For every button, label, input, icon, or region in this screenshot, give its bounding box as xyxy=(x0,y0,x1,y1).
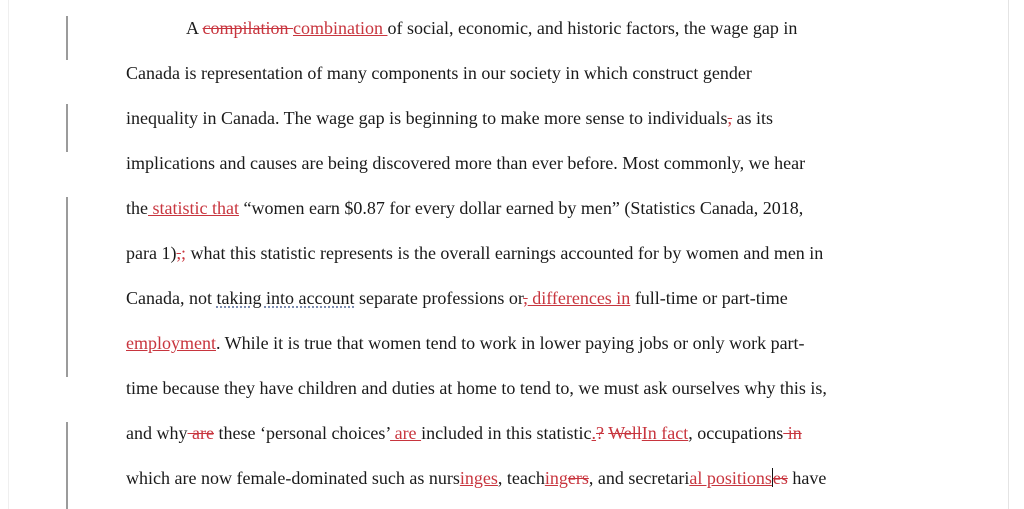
tracked-insertion: ; xyxy=(180,243,186,263)
tracked-deletion: es xyxy=(772,468,788,488)
text-run: separate professions or xyxy=(354,288,524,308)
page-right-edge xyxy=(1008,0,1009,509)
text-run: “women earn $0.87 for every dollar earned by men” (Statistics Canada, 2018, xyxy=(238,198,804,218)
tracked-deletion: in xyxy=(783,423,802,443)
tracked-deletion: ers xyxy=(567,468,589,488)
tracked-insertion: employment xyxy=(126,333,216,353)
paragraph-line[interactable] xyxy=(126,103,773,133)
change-bar xyxy=(66,16,68,60)
text-run: implications and causes are being discovered more than ever before. Most commonly, we hear xyxy=(126,153,806,173)
tracked-deletion: , xyxy=(523,288,528,308)
text-run: the xyxy=(126,198,148,218)
text-run: these ‘personal choices’ xyxy=(213,423,391,443)
tracked-insertion: ing xyxy=(544,468,568,488)
paragraph-line[interactable] xyxy=(126,418,802,448)
text-run: , occupations xyxy=(688,423,784,443)
tracked-insertion: statistic that xyxy=(148,198,239,218)
text-run: included in this statistic xyxy=(421,423,592,443)
page-left-edge xyxy=(8,0,9,509)
text-run: have xyxy=(787,468,827,488)
paragraph-line[interactable] xyxy=(126,193,803,223)
tracked-deletion: are xyxy=(187,423,214,443)
text-run: para 1) xyxy=(126,243,177,263)
text-run: Canada is representation of many components in our society in which construct gender xyxy=(126,63,752,83)
text-run: . While it is true that women tend to work in lower paying jobs or only work part- xyxy=(215,333,805,353)
change-bar xyxy=(66,197,68,377)
grammar-flagged-text: taking into account xyxy=(216,288,355,308)
tracked-deletion: compilation xyxy=(202,18,293,38)
text-run: as its xyxy=(732,108,774,128)
paragraph-line[interactable] xyxy=(126,238,823,268)
tracked-insertion: al positions xyxy=(689,468,772,488)
text-run: A xyxy=(186,18,203,38)
tracked-insertion: combination xyxy=(293,18,388,38)
text-run: time because they have children and duties at home to tend to, we must ask ourselves why this is, xyxy=(126,378,827,398)
text-run: Canada, not xyxy=(126,288,217,308)
paragraph-line[interactable] xyxy=(126,463,826,493)
paragraph-line[interactable] xyxy=(126,58,752,88)
text-run: and why xyxy=(126,423,188,443)
paragraph-line[interactable] xyxy=(126,148,805,178)
text-run: , and secretari xyxy=(588,468,690,488)
change-bar xyxy=(66,104,68,152)
text-run: full-time or part-time xyxy=(630,288,788,308)
text-run: which are now female-dominated such as nurs xyxy=(126,468,460,488)
tracked-deletion: , xyxy=(727,108,733,128)
tracked-insertion: are xyxy=(390,423,422,443)
tracked-insertion: differences in xyxy=(527,288,631,308)
tracked-insertion: . xyxy=(591,423,597,443)
tracked-insertion: In fact xyxy=(641,423,689,443)
paragraph-line[interactable] xyxy=(126,283,788,313)
paragraph-line[interactable] xyxy=(126,373,827,403)
text-run: of social, economic, and historic factors, the wage gap in xyxy=(387,18,798,38)
paragraph-line[interactable] xyxy=(186,13,797,43)
tracked-deletion: Well xyxy=(608,423,642,443)
change-bar xyxy=(66,422,68,509)
tracked-insertion: inges xyxy=(459,468,498,488)
paragraph-line[interactable] xyxy=(126,328,805,358)
text-run: what this statistic represents is the overall earnings accounted for by women and men in xyxy=(185,243,824,263)
text-run: inequality in Canada. The wage gap is beginning to make more sense to individuals xyxy=(126,108,728,128)
tracked-deletion: ? xyxy=(596,423,605,443)
tracked-deletion: , xyxy=(176,243,181,263)
text-run: , teach xyxy=(497,468,545,488)
